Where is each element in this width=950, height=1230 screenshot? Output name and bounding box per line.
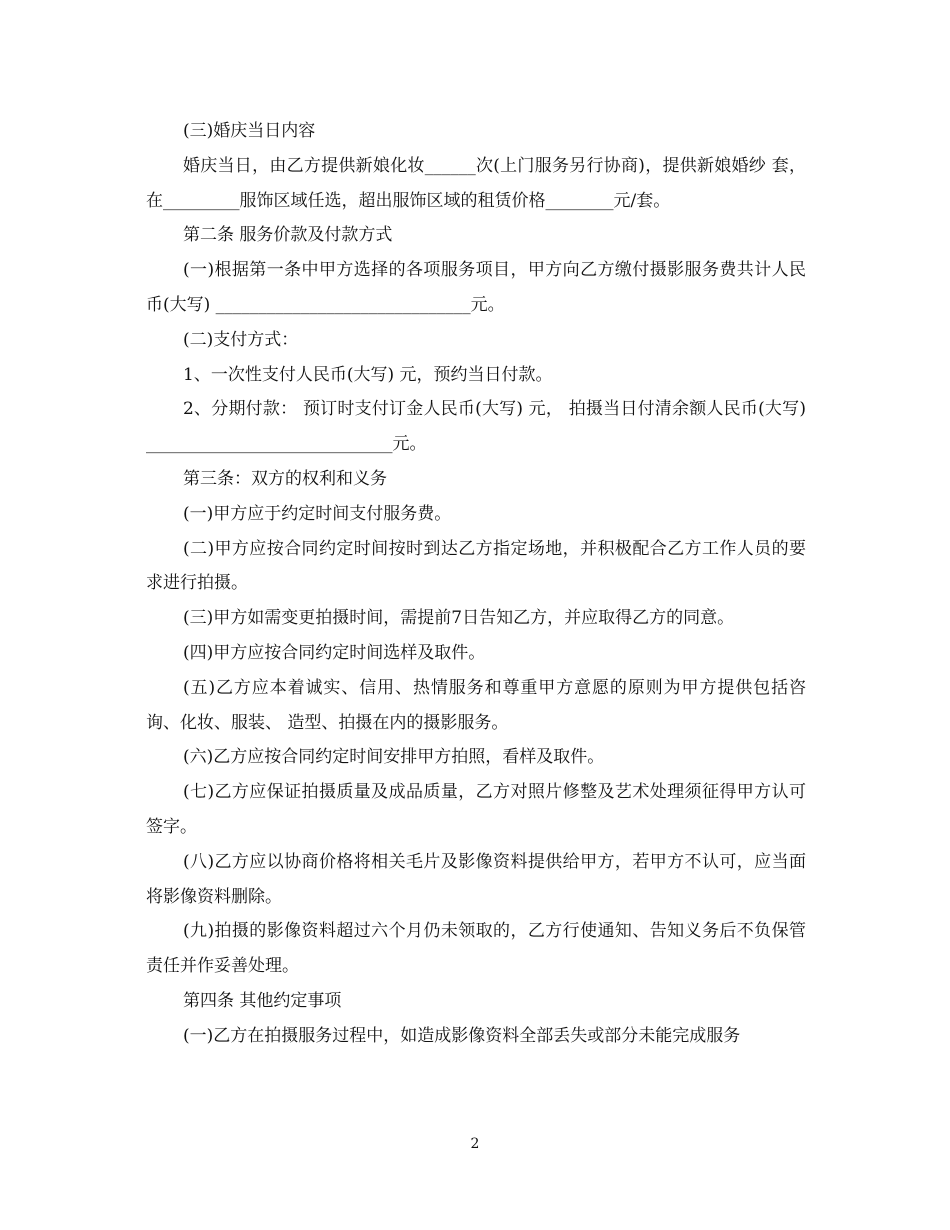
article-heading: 第三条：双方的权利和义务 [183,468,387,489]
body-paragraph: (五)乙方应本着诚实、信用、热情服务和尊重甲方意愿的原则为甲方提供包括咨询、化妆、服装、 造型、拍摄在内的摄影服务。 [146,677,806,733]
body-paragraph: (四)甲方应按合同约定时间选样及取件。 [183,642,486,663]
body-paragraph: 婚庆当日，由乙方提供新娘化妆______次(上门服务另行协商)，提供新娘婚纱 套，在_________服饰区域任选，超出服饰区域的租赁价格________元/套。 [146,155,806,211]
document-body [146,114,806,1054]
body-paragraph: (一)甲方应于约定时间支付服务费。 [183,503,452,524]
article-heading: 第四条 其他约定事项 [183,990,342,1011]
body-paragraph: (一)根据第一条中甲方选择的各项服务项目，甲方向乙方缴付摄影服务费共计人民币(大写) ______________________________元。 [146,260,806,315]
body-paragraph: (二)甲方应按合同约定时间按时到达乙方指定场地，并积极配合乙方工作人员的要求进行拍摄。 [146,538,806,594]
body-paragraph: (三)甲方如需变更拍摄时间，需提前7日告知乙方，并应取得乙方的同意。 [183,608,735,629]
body-paragraph: 2、分期付款： 预订时支付订金人民币(大写) 元， 拍摄当日付清余额人民币(大写)_____________________________元。 [146,399,806,455]
body-paragraph: (八)乙方应以协商价格将相关毛片及影像资料提供给甲方，若甲方不认可，应当面将影像资料删除。 [146,851,806,907]
section-heading: (二)支付方式： [183,329,299,350]
body-paragraph: 1、一次性支付人民币(大写) 元，预约当日付款。 [183,364,553,385]
body-paragraph: (一)乙方在拍摄服务过程中，如造成影像资料全部丢失或部分未能完成服务 [183,1025,741,1046]
section-heading: (三)婚庆当日内容 [183,121,316,141]
article-heading: 第二条 服务价款及付款方式 [183,225,393,246]
body-paragraph: (七)乙方应保证拍摄质量及成品质量，乙方对照片修整及艺术处理须征得甲方认可签字。 [146,782,806,837]
body-paragraph: (六)乙方应按合同约定时间安排甲方拍照，看样及取件。 [183,747,605,768]
body-paragraph: (九)拍摄的影像资料超过六个月仍未领取的，乙方行使通知、告知义务后不负保管责任并作妥善处理。 [146,921,806,977]
page-number: 2 [470,1136,480,1152]
